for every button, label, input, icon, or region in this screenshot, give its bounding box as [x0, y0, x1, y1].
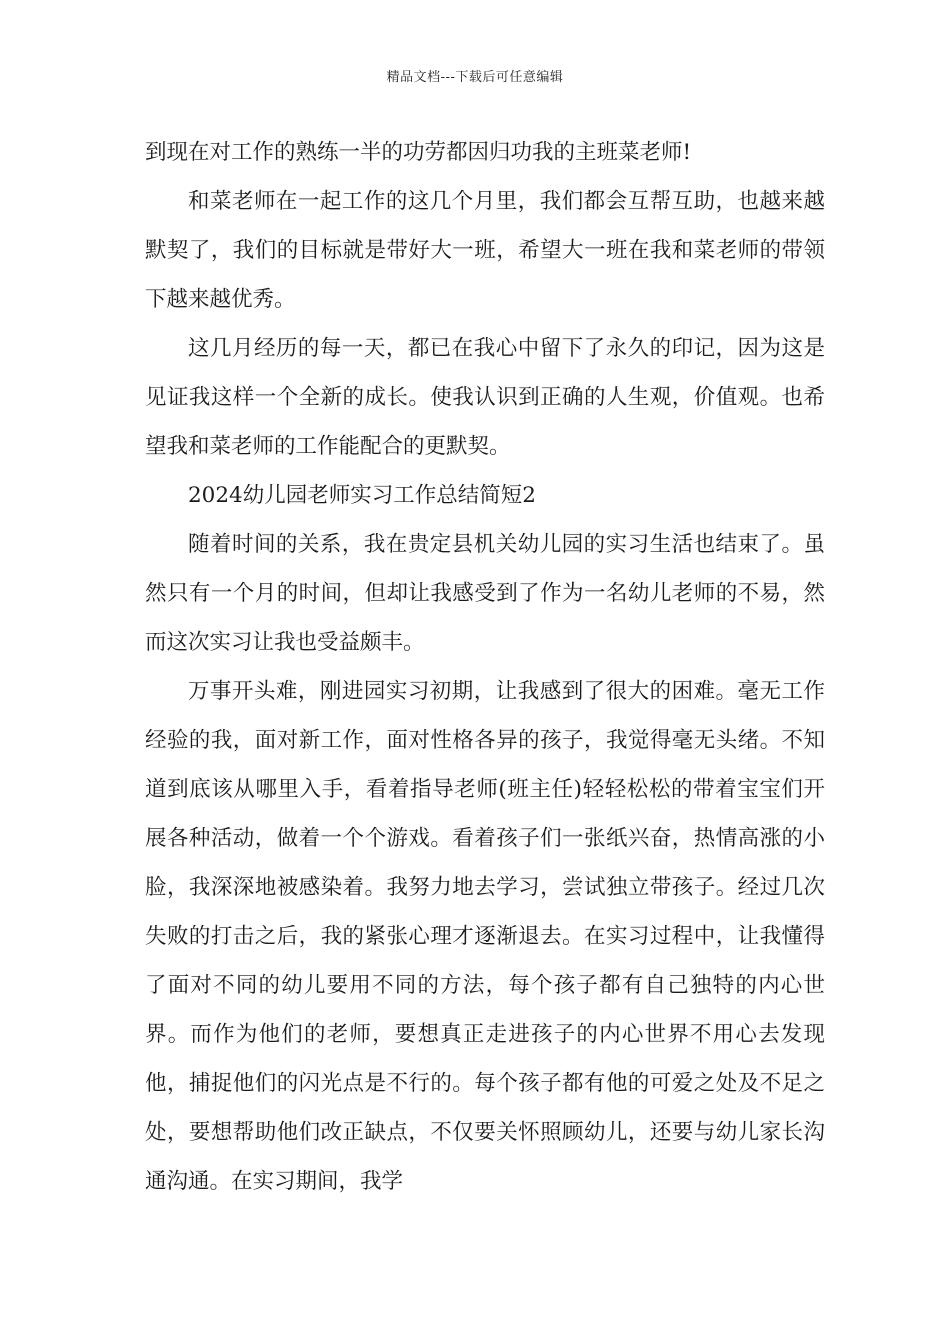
section-heading: 2024幼儿园老师实习工作总结简短2 [188, 483, 536, 508]
page-header: 精品文档---下载后可任意编辑 [386, 70, 564, 85]
paragraph-1: 到现在对工作的熟练一半的功劳都因归功我的主班菜老师! [145, 140, 692, 165]
document-body [145, 128, 825, 1206]
paragraph-5: 万事开头难，刚进园实习初期，让我感到了很大的困难。毫无工作经验的我，面对新工作，面对性格各异的孩子，我觉得毫无头绪。不知道到底该从哪里入手，看着指导老师(班主任)轻轻松松的带着宝宝们开展各种活动，做着一个个游戏。看着孩子们一张纸兴奋，热情高涨的小脸，我深深地被感染着。我努力地去学习，尝试独立带孩子。经过几次失败的打击之后，我的紧张心理才逐渐退去。在实习过程中，让我懂得了面对不同的幼儿要用不同的方法，每个孩子都有自己独特的内心世界。而作为他们的老师，要想真正走进孩子的内心世界不用心去发现他，捕捉他们的闪光点是不行的。每个孩子都有他的可爱之处及不足之处，要想帮助他们改正缺点，不仅要关怀照顾幼儿，还要与幼儿家长沟通沟通。在实习期间，我学 [145, 679, 825, 1194]
paragraph-2: 和菜老师在一起工作的这几个月里，我们都会互帮互助，也越来越默契了，我们的目标就是带好大一班，希望大一班在我和菜老师的带领下越来越优秀。 [145, 189, 825, 312]
paragraph-4: 随着时间的关系，我在贵定县机关幼儿园的实习生活也结束了。虽然只有一个月的时间，但却让我感受到了作为一名幼儿老师的不易，然而这次实习让我也受益颇丰。 [145, 532, 825, 655]
paragraph-3: 这几月经历的每一天，都已在我心中留下了永久的印记，因为这是见证我这样一个全新的成长。使我认识到正确的人生观，价值观。也希望我和菜老师的工作能配合的更默契。 [145, 336, 825, 459]
